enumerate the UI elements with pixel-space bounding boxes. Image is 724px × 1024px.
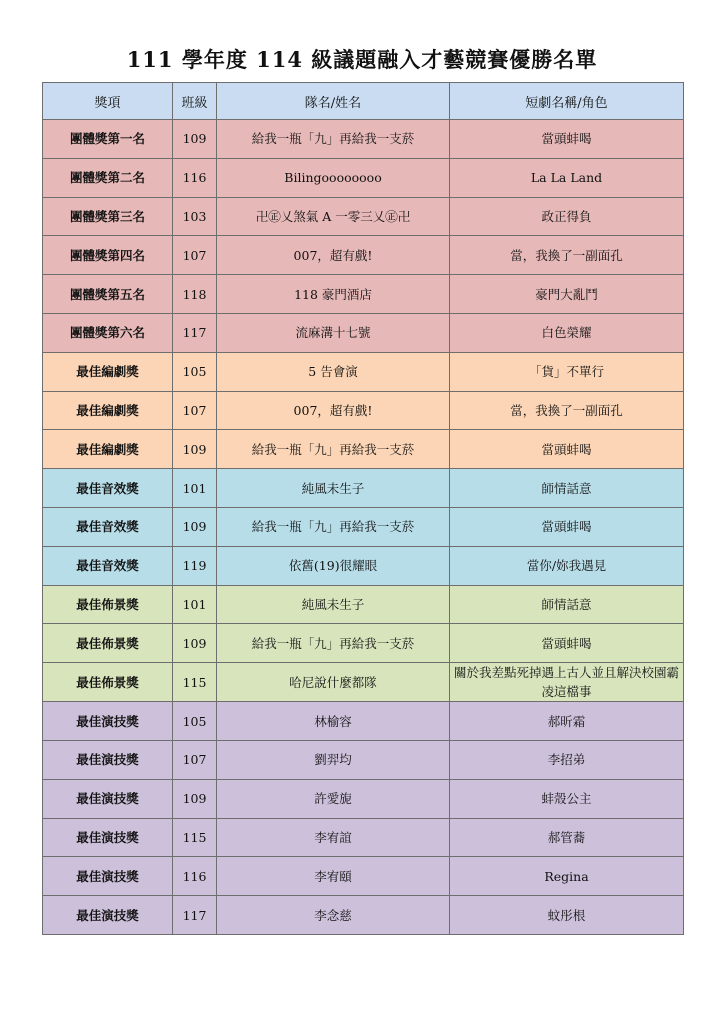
team-cell: 118 豪門酒店 <box>217 275 450 314</box>
play-cell: 蚊彤根 <box>450 896 684 935</box>
table-row <box>43 663 684 702</box>
class-cell: 117 <box>173 896 217 935</box>
play-cell: 師情話意 <box>450 585 684 624</box>
play-cell: 當頭蚌喝 <box>450 624 684 663</box>
play-cell: Regina <box>450 857 684 896</box>
header-class: 班級 <box>173 83 217 120</box>
table-row <box>43 197 684 236</box>
play-cell: 當，我換了一副面孔 <box>450 236 684 275</box>
class-cell: 109 <box>173 120 217 159</box>
team-cell: 給我一瓶「九」再給我一支菸 <box>217 507 450 546</box>
award-cell: 最佳演技獎 <box>43 896 173 935</box>
play-cell: 師情話意 <box>450 469 684 508</box>
table-row <box>43 158 684 197</box>
team-cell: 林榆容 <box>217 702 450 741</box>
play-cell: 當，我換了一副面孔 <box>450 391 684 430</box>
class-cell: 117 <box>173 313 217 352</box>
class-cell: 118 <box>173 275 217 314</box>
class-cell: 116 <box>173 158 217 197</box>
team-cell: 純風未生子 <box>217 469 450 508</box>
class-cell: 107 <box>173 236 217 275</box>
header-award: 獎項 <box>43 83 173 120</box>
award-cell: 最佳演技獎 <box>43 857 173 896</box>
team-cell: 給我一瓶「九」再給我一支菸 <box>217 430 450 469</box>
award-cell: 團體獎第四名 <box>43 236 173 275</box>
class-cell: 119 <box>173 546 217 585</box>
play-cell: 郝昕霜 <box>450 702 684 741</box>
class-cell: 109 <box>173 430 217 469</box>
table-row <box>43 779 684 818</box>
play-cell: 李招弟 <box>450 740 684 779</box>
team-cell: 李宥誼 <box>217 818 450 857</box>
class-cell: 109 <box>173 624 217 663</box>
play-cell: 當你/妳我遇見 <box>450 546 684 585</box>
class-cell: 105 <box>173 352 217 391</box>
header-team: 隊名/姓名 <box>217 83 450 120</box>
team-cell: 給我一瓶「九」再給我一支菸 <box>217 624 450 663</box>
table-row <box>43 313 684 352</box>
award-cell: 最佳佈景獎 <box>43 663 173 702</box>
award-cell: 團體獎第二名 <box>43 158 173 197</box>
play-cell: 白色榮耀 <box>450 313 684 352</box>
team-cell: 007，超有戲! <box>217 391 450 430</box>
award-cell: 最佳佈景獎 <box>43 585 173 624</box>
play-cell: 郝管蕎 <box>450 818 684 857</box>
table-row <box>43 430 684 469</box>
team-cell: 哈尼說什麼都隊 <box>217 663 450 702</box>
play-cell: 政正得負 <box>450 197 684 236</box>
award-cell: 最佳演技獎 <box>43 740 173 779</box>
table-row <box>43 391 684 430</box>
award-cell: 最佳佈景獎 <box>43 624 173 663</box>
team-cell: Bilingoooooooo <box>217 158 450 197</box>
table-row <box>43 275 684 314</box>
table-row <box>43 896 684 935</box>
play-cell: 「貨」不單行 <box>450 352 684 391</box>
team-cell: 劉羿均 <box>217 740 450 779</box>
class-cell: 107 <box>173 391 217 430</box>
class-cell: 116 <box>173 857 217 896</box>
team-cell: 許愛旎 <box>217 779 450 818</box>
play-cell: 當頭蚌喝 <box>450 430 684 469</box>
table-row <box>43 740 684 779</box>
award-cell: 最佳編劇獎 <box>43 430 173 469</box>
class-cell: 109 <box>173 507 217 546</box>
play-cell: 關於我差點死掉遇上古人並且解決校園霸凌這檔事 <box>450 663 684 702</box>
award-cell: 最佳演技獎 <box>43 779 173 818</box>
award-cell: 團體獎第六名 <box>43 313 173 352</box>
team-cell: 5 告會演 <box>217 352 450 391</box>
table-row <box>43 120 684 159</box>
table-row <box>43 469 684 508</box>
award-cell: 最佳演技獎 <box>43 702 173 741</box>
class-cell: 107 <box>173 740 217 779</box>
table-row <box>43 507 684 546</box>
page-title: 111 學年度 114 級議題融入才藝競賽優勝名單 <box>126 47 598 72</box>
team-cell: 李念慈 <box>217 896 450 935</box>
play-cell: 蚌殼公主 <box>450 779 684 818</box>
award-cell: 最佳音效獎 <box>43 546 173 585</box>
award-cell: 團體獎第三名 <box>43 197 173 236</box>
award-cell: 最佳編劇獎 <box>43 391 173 430</box>
table-row <box>43 352 684 391</box>
class-cell: 109 <box>173 779 217 818</box>
results-table <box>42 82 684 935</box>
header-play: 短劇名稱/角色 <box>450 83 684 120</box>
play-cell: 豪門大亂鬥 <box>450 275 684 314</box>
award-cell: 最佳編劇獎 <box>43 352 173 391</box>
table-row <box>43 624 684 663</box>
team-cell: 007，超有戲! <box>217 236 450 275</box>
team-cell: 流麻溝十七號 <box>217 313 450 352</box>
award-cell: 團體獎第五名 <box>43 275 173 314</box>
team-cell: 純風未生子 <box>217 585 450 624</box>
class-cell: 105 <box>173 702 217 741</box>
team-cell: 卍㊣乂煞氣 A 一零三乂㊣卍 <box>217 197 450 236</box>
class-cell: 103 <box>173 197 217 236</box>
class-cell: 101 <box>173 585 217 624</box>
play-cell: La La Land <box>450 158 684 197</box>
table-row <box>43 857 684 896</box>
class-cell: 101 <box>173 469 217 508</box>
class-cell: 115 <box>173 818 217 857</box>
team-cell: 給我一瓶「九」再給我一支菸 <box>217 120 450 159</box>
play-cell: 當頭蚌喝 <box>450 120 684 159</box>
table-row <box>43 818 684 857</box>
team-cell: 依舊(19)很耀眼 <box>217 546 450 585</box>
award-cell: 最佳演技獎 <box>43 818 173 857</box>
award-cell: 最佳音效獎 <box>43 507 173 546</box>
table-header-row <box>43 83 684 120</box>
award-cell: 最佳音效獎 <box>43 469 173 508</box>
table-row <box>43 702 684 741</box>
class-cell: 115 <box>173 663 217 702</box>
table-row <box>43 585 684 624</box>
award-cell: 團體獎第一名 <box>43 120 173 159</box>
play-cell: 當頭蚌喝 <box>450 507 684 546</box>
table-row <box>43 546 684 585</box>
team-cell: 李宥頤 <box>217 857 450 896</box>
table-row <box>43 236 684 275</box>
